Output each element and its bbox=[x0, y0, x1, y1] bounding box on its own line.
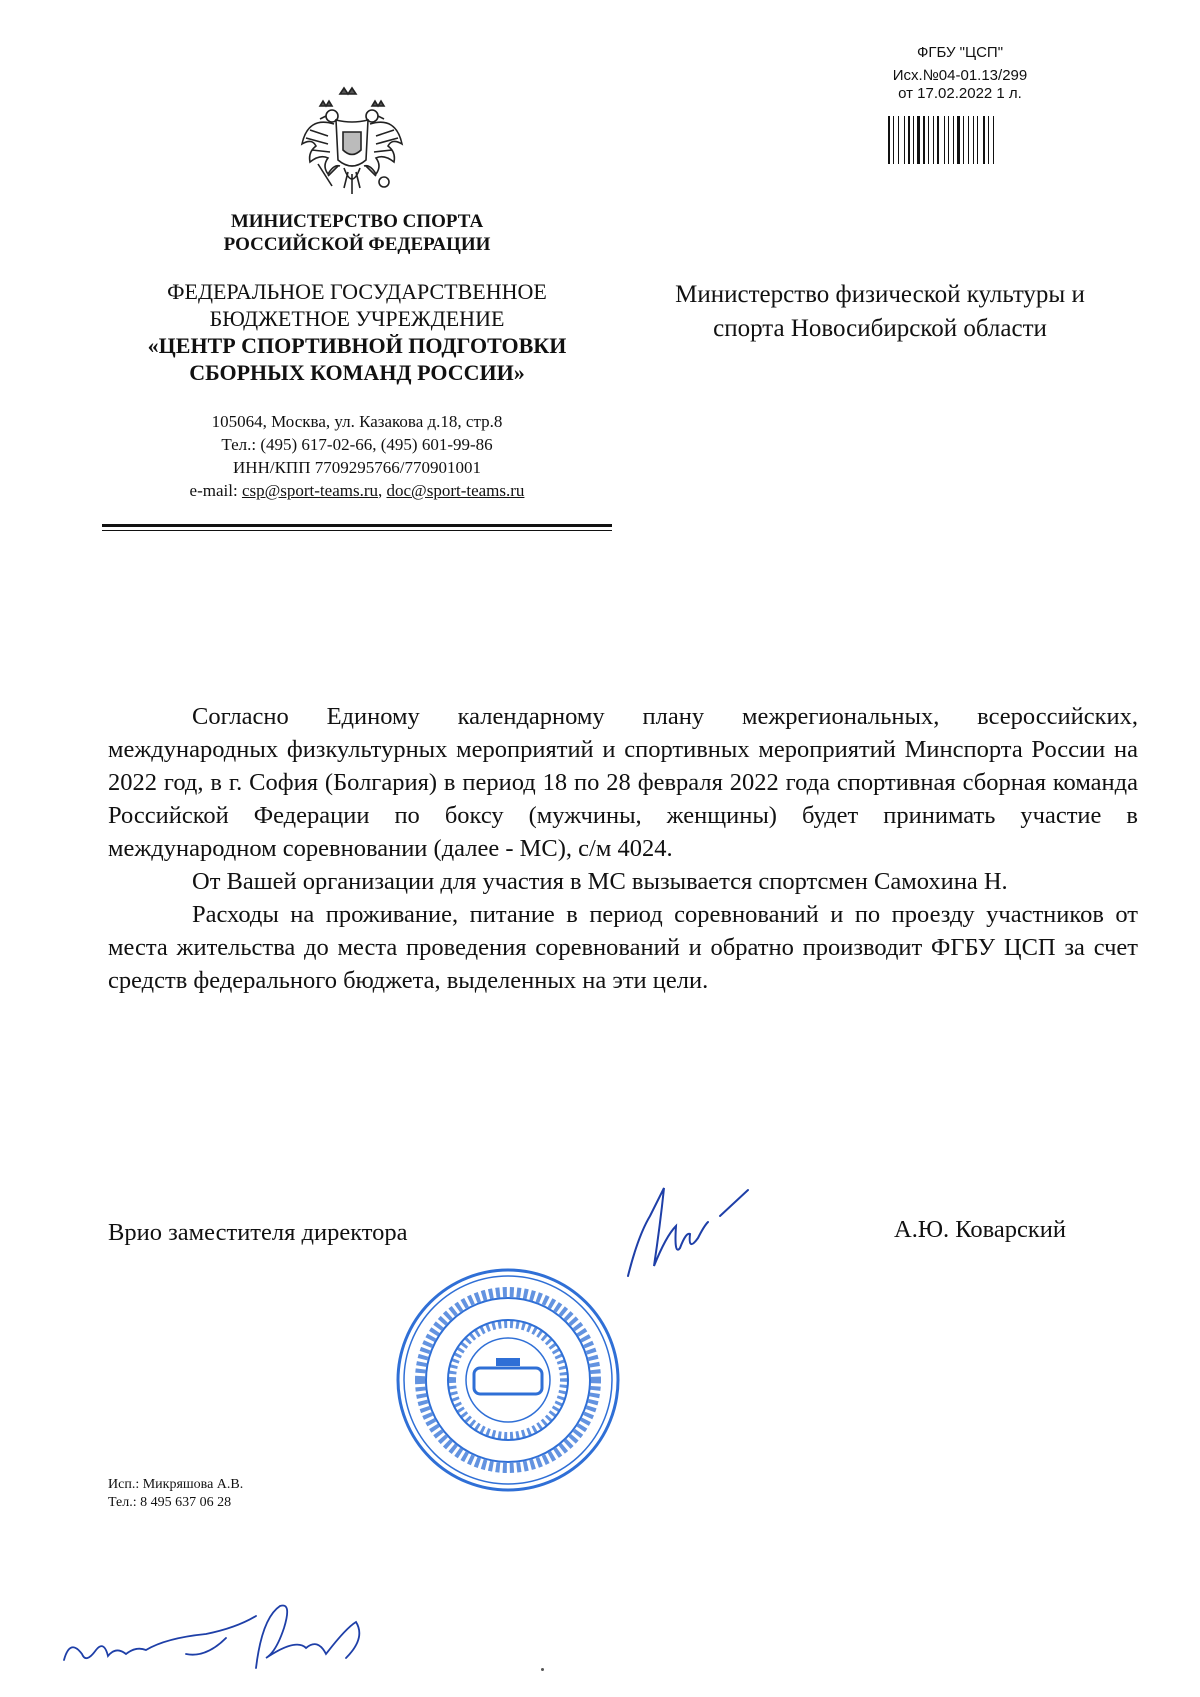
barcode-bar bbox=[957, 116, 960, 164]
sender-email-line bbox=[120, 479, 594, 502]
org-line: ФЕДЕРАЛЬНОЕ ГОСУДАРСТВЕННОЕ bbox=[167, 279, 547, 304]
executor-name: Исп.: Микряшова А.В. bbox=[108, 1477, 244, 1492]
barcode-bar bbox=[993, 116, 994, 164]
executor-info bbox=[108, 1476, 243, 1512]
barcode-bar bbox=[908, 116, 910, 164]
letter-body bbox=[108, 700, 1138, 997]
email-link[interactable]: csp@sport-teams.ru bbox=[241, 481, 378, 500]
org-line: СБОРНЫХ КОМАНД РОССИИ» bbox=[189, 360, 525, 385]
coat-of-arms-icon bbox=[298, 86, 406, 204]
ministry-name bbox=[140, 210, 574, 256]
sender-address: 105064, Москва, ул. Казакова д.18, стр.8 bbox=[211, 412, 503, 431]
registration-org: ФГБУ "ЦСП" bbox=[916, 44, 1004, 61]
handwritten-signature bbox=[620, 1176, 760, 1286]
ministry-line: МИНИСТЕРСТВО СПОРТА bbox=[230, 211, 484, 232]
barcode-bar bbox=[888, 116, 890, 164]
barcode-bar bbox=[893, 116, 894, 164]
handwritten-signature bbox=[56, 1598, 386, 1678]
addressee-line: Министерство физической культуры и bbox=[675, 281, 1085, 308]
email-link[interactable]: doc@sport-teams.ru bbox=[386, 481, 525, 500]
sender-contacts bbox=[120, 410, 594, 502]
barcode-bar bbox=[923, 116, 925, 164]
addressee-line: спорта Новосибирской области bbox=[713, 315, 1047, 342]
header-divider bbox=[102, 530, 612, 531]
official-seal bbox=[392, 1264, 624, 1496]
organization-name bbox=[100, 278, 614, 386]
org-line: БЮДЖЕТНОЕ УЧРЕЖДЕНИЕ bbox=[209, 306, 505, 331]
barcode-bar bbox=[973, 116, 974, 164]
barcode-bar bbox=[937, 116, 939, 164]
executor-phone: Тел.: 8 495 637 06 28 bbox=[108, 1495, 232, 1510]
barcode-bar bbox=[944, 116, 945, 164]
signatory-title: Врио заместителя директора bbox=[108, 1219, 408, 1246]
header-divider bbox=[102, 524, 612, 527]
barcode-bar bbox=[933, 116, 934, 164]
sender-phone: Тел.: (495) 617-02-66, (495) 601-99-86 bbox=[221, 435, 493, 454]
barcode-bar bbox=[917, 116, 920, 164]
scan-speck bbox=[541, 1668, 544, 1671]
email-separator: , bbox=[378, 481, 387, 500]
barcode-bar bbox=[904, 116, 905, 164]
barcode-bar bbox=[988, 116, 989, 164]
barcode-bar bbox=[968, 116, 969, 164]
sender-inn: ИНН/КПП 7709295766/770901001 bbox=[233, 458, 481, 477]
email-prefix: e-mail: bbox=[189, 481, 242, 500]
barcode-bar bbox=[977, 116, 978, 164]
addressee bbox=[630, 278, 1130, 346]
barcode-bar bbox=[953, 116, 954, 164]
registration-block bbox=[860, 44, 1060, 103]
org-line: «ЦЕНТР СПОРТИВНОЙ ПОДГОТОВКИ bbox=[147, 333, 567, 358]
signatory-name: А.Ю. Коварский bbox=[894, 1216, 1066, 1243]
barcode-bar bbox=[963, 116, 964, 164]
body-paragraph: От Вашей организации для участия в МС вызывается спортсмен Самохина Н. bbox=[192, 868, 1008, 895]
barcode-bar bbox=[948, 116, 949, 164]
registration-date: от 17.02.2022 1 л. bbox=[898, 85, 1022, 102]
barcode-bar bbox=[913, 116, 914, 164]
barcode-bar bbox=[898, 116, 899, 164]
barcode-bar bbox=[928, 116, 929, 164]
ministry-line: РОССИЙСКОЙ ФЕДЕРАЦИИ bbox=[223, 234, 491, 255]
registration-number: Исх.№04-01.13/299 bbox=[892, 67, 1028, 84]
barcode-bar bbox=[983, 116, 985, 164]
barcode bbox=[888, 116, 1034, 164]
body-paragraph: Согласно Единому календарному плану межрегиональных, всероссийских, международных физкультурных мероприятий и спортивных мероприятий Минспорта России на 2022 год, в г. София (Болгария) в период 18 по 28 февраля 2022 года спортивная сборная команда Российской Федерации по боксу (мужчины, женщины) будет принимать участие в международном соревновании (далее - МС), с/м 4024. bbox=[108, 703, 1138, 862]
body-paragraph: Расходы на проживание, питание в период соревнований и по проезду участников от места жительства до места проведения соревнований и обратно производит ФГБУ ЦСП за счет средств федерального бюджета, выделенных на эти цели. bbox=[108, 901, 1138, 994]
